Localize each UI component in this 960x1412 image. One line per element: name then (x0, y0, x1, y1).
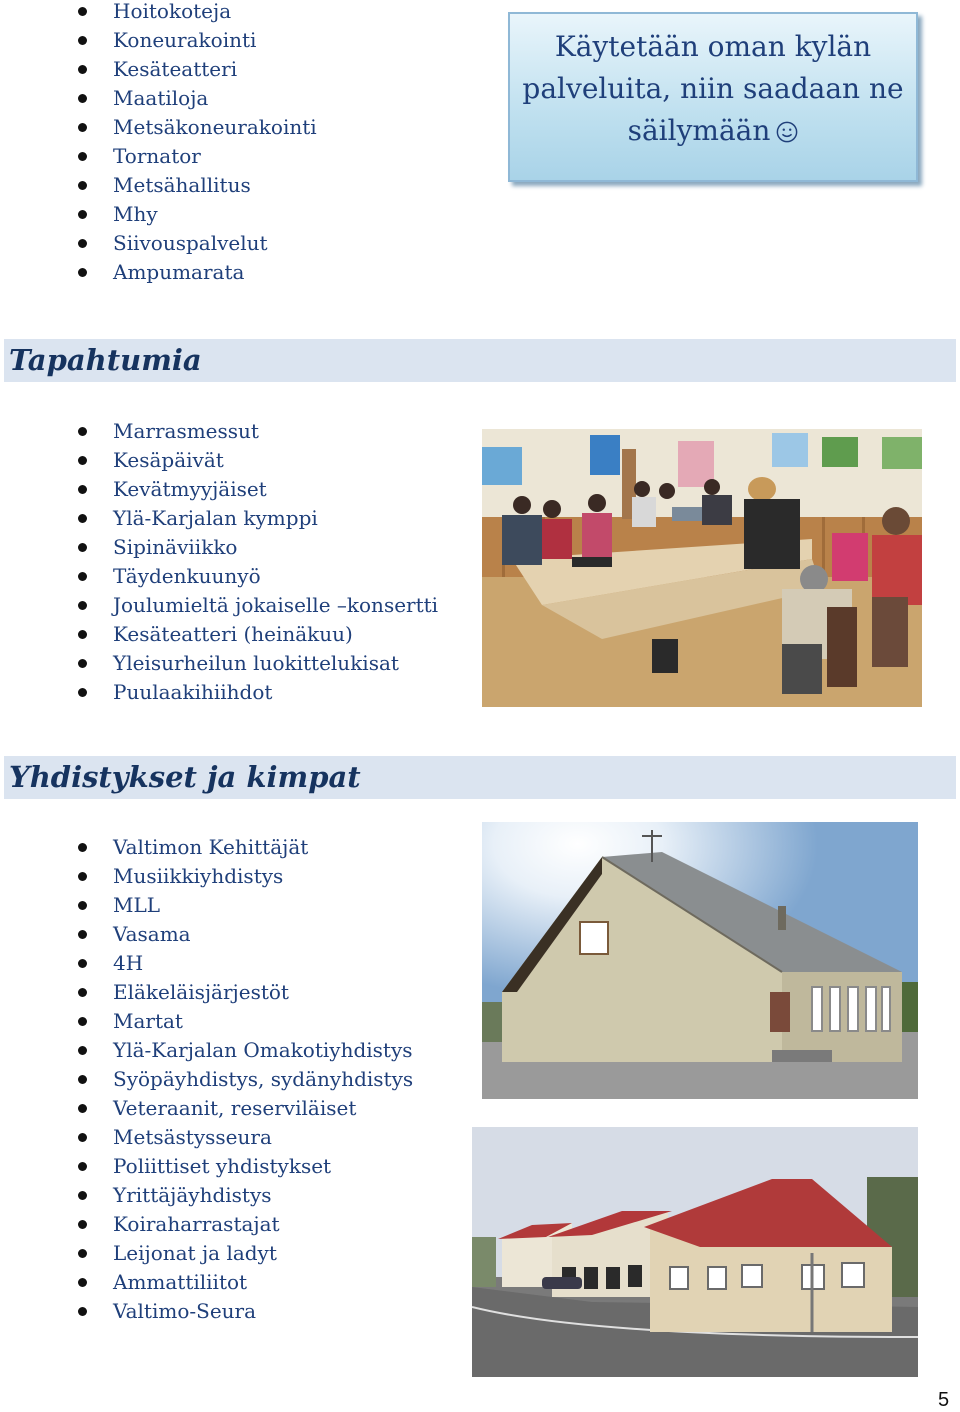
list-item: Täydenkuunyö (0, 562, 438, 591)
list-item: Kesäpäivät (0, 446, 438, 475)
list-item: Kesäteatteri (0, 55, 317, 84)
events-list (0, 417, 438, 707)
callout-line-3-text: säilymään (627, 114, 771, 147)
callout-line-3 (510, 110, 916, 152)
associations-list (0, 833, 413, 1326)
callout-line-1: Käytetään oman kylän (554, 30, 872, 63)
list-item: Ampumarata (0, 258, 317, 287)
list-item: Metsähallitus (0, 171, 317, 200)
list-item: Leijonat ja ladyt (0, 1239, 413, 1268)
list-item: Hoitokoteja (0, 0, 317, 26)
list-item: Metsäkoneurakointi (0, 113, 317, 142)
list-item: Poliittiset yhdistykset (0, 1152, 413, 1181)
list-item: Musiikkiyhdistys (0, 862, 413, 891)
list-item: Yrittäjäyhdistys (0, 1181, 413, 1210)
street-photo (472, 1127, 918, 1377)
list-item: 4H (0, 949, 413, 978)
list-item: Koiraharrastajat (0, 1210, 413, 1239)
services-list (0, 0, 317, 287)
list-item: Marrasmessut (0, 417, 438, 446)
list-item: Valtimo-Seura (0, 1297, 413, 1326)
smiley-icon (776, 121, 798, 143)
section-heading-associations: Yhdistykset ja kimpat (4, 756, 956, 799)
list-item: Eläkeläisjärjestöt (0, 978, 413, 1007)
list-item: Valtimon Kehittäjät (0, 833, 413, 862)
meeting-photo (482, 429, 922, 707)
list-item: Tornator (0, 142, 317, 171)
house-photo (482, 822, 918, 1099)
list-item: Syöpäyhdistys, sydänyhdistys (0, 1065, 413, 1094)
list-item: Maatiloja (0, 84, 317, 113)
section-heading-events: Tapahtumia (4, 339, 956, 382)
list-item: MLL (0, 891, 413, 920)
list-item: Siivouspalvelut (0, 229, 317, 258)
list-item: Vasama (0, 920, 413, 949)
list-item: Puulaakihiihdot (0, 678, 438, 707)
list-item: Metsästysseura (0, 1123, 413, 1152)
list-item: Sipinäviikko (0, 533, 438, 562)
list-item: Veteraanit, reserviläiset (0, 1094, 413, 1123)
list-item: Joulumieltä jokaiselle –konsertti (0, 591, 438, 620)
list-item: Kesäteatteri (heinäkuu) (0, 620, 438, 649)
list-item: Mhy (0, 200, 317, 229)
list-item: Ammattiliitot (0, 1268, 413, 1297)
list-item: Yleisurheilun luokittelukisat (0, 649, 438, 678)
list-item: Ylä-Karjalan Omakotiyhdistys (0, 1036, 413, 1065)
callout-line-2: palveluita, niin saadaan ne (522, 72, 904, 105)
list-item: Ylä-Karjalan kymppi (0, 504, 438, 533)
list-item: Koneurakointi (0, 26, 317, 55)
list-item: Kevätmyyjäiset (0, 475, 438, 504)
callout-box (508, 12, 918, 182)
page-number: 5 (938, 1389, 950, 1411)
list-item: Martat (0, 1007, 413, 1036)
